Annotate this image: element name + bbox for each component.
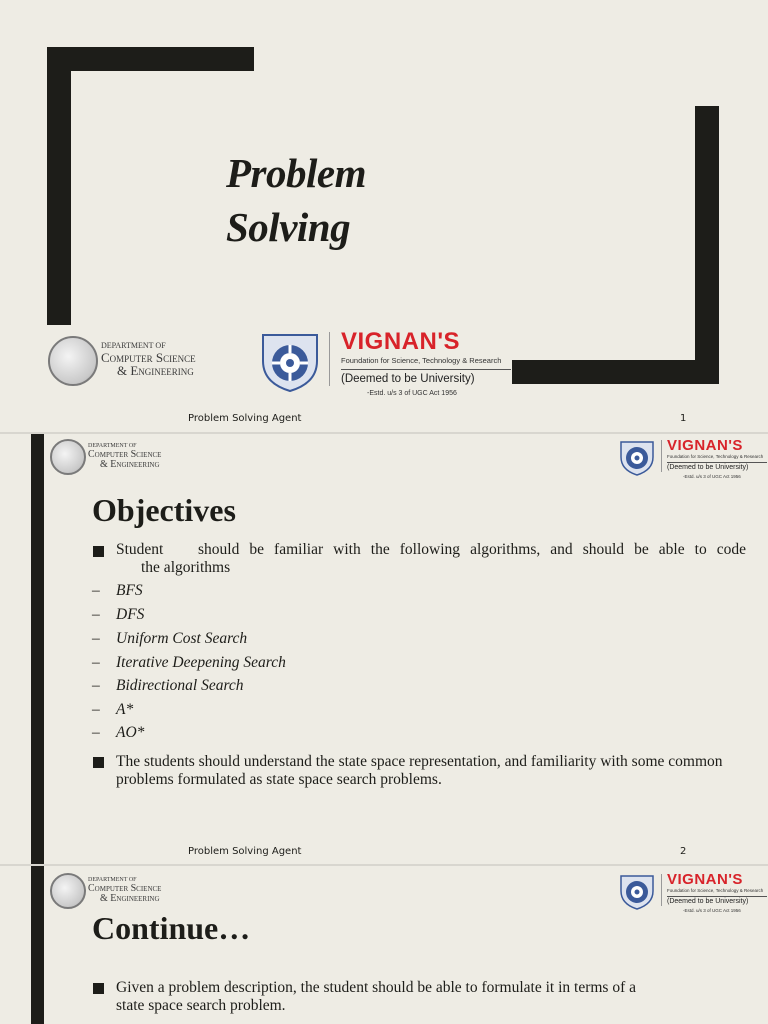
- globe-icon: [48, 336, 98, 386]
- dept-logo-line3: & Engineering: [100, 459, 160, 471]
- bullet-1-line1: Given a problem description, the student should be able to formulate it in terms of a: [116, 979, 636, 996]
- algorithm-item: – DFS: [92, 606, 145, 623]
- slide-1: [0, 0, 768, 432]
- slide-title: [226, 146, 366, 254]
- vignan-deemed: (Deemed to be University): [667, 896, 767, 907]
- slide-3: [0, 866, 768, 1024]
- dept-logo-line1: DEPARTMENT OF: [101, 341, 166, 351]
- title-line-2: Solving: [226, 204, 351, 250]
- left-accent-bar: [31, 866, 44, 1024]
- bullet-1-line2: state space search problem.: [116, 997, 286, 1014]
- dept-logo-line3: & Engineering: [117, 363, 194, 379]
- bullet-1-continuation: the algorithms: [141, 559, 231, 576]
- vignan-emblem-icon: [617, 439, 657, 477]
- title-line-1: Problem: [226, 150, 366, 196]
- algorithm-item: – A*: [92, 701, 134, 718]
- globe-icon: [50, 439, 86, 475]
- bullet-2: [116, 753, 756, 789]
- dept-logo-line1: DEPARTMENT OF: [88, 877, 137, 884]
- vignan-established: -Estd. u/s 3 of UGC Act 1956: [683, 908, 741, 913]
- bullet-2-line2: problems formulated as state space search problems.: [116, 771, 442, 788]
- vignan-subtitle: Foundation for Science, Technology & Research: [667, 888, 764, 893]
- footer-text: Problem Solving Agent: [188, 413, 302, 424]
- frame-top-left-vertical: [47, 47, 71, 325]
- algorithm-item: – Iterative Deepening Search: [92, 654, 286, 671]
- slide-2: [0, 434, 768, 864]
- dept-logo-line1: DEPARTMENT OF: [88, 443, 137, 450]
- bullet-2-line1: The students should understand the state space representation, and familiarity with some common: [116, 753, 723, 770]
- dept-logo-line2: Computer Science: [88, 882, 162, 894]
- vignan-emblem-icon: [257, 331, 323, 393]
- frame-top-left-horizontal: [47, 47, 254, 71]
- left-accent-bar: [31, 434, 44, 864]
- dept-logo-line3: & Engineering: [100, 893, 160, 905]
- dept-logo-line2: Computer Science: [88, 448, 162, 460]
- slide-heading: Continue…: [92, 910, 251, 946]
- frame-bottom-right-horizontal: [512, 360, 719, 384]
- bullet-1: [116, 979, 736, 1015]
- bullet-square-icon: [93, 983, 104, 994]
- vignan-subtitle: Foundation for Science, Technology & Research: [341, 356, 502, 365]
- algorithm-item: – Bidirectional Search: [92, 677, 244, 694]
- vignan-established: -Estd. u/s 3 of UGC Act 1956: [367, 390, 457, 397]
- frame-bottom-right-vertical: [695, 106, 719, 384]
- bullet-square-icon: [93, 546, 104, 557]
- algorithm-item: – AO*: [92, 724, 145, 741]
- bullet-1: [116, 541, 746, 577]
- vignan-deemed: (Deemed to be University): [341, 369, 511, 387]
- dept-logo: [50, 873, 161, 909]
- bullet-1-text: should be familiar with the following algorithms, and should be able to code: [198, 541, 746, 558]
- globe-icon: [50, 873, 86, 909]
- dept-logo: [48, 336, 196, 386]
- vignan-emblem-icon: [617, 873, 657, 911]
- page-number: 2: [680, 846, 687, 857]
- vignan-subtitle: Foundation for Science, Technology & Research: [667, 454, 764, 459]
- bullet-square-icon: [93, 757, 104, 768]
- bullet-1-first-word: Student: [116, 541, 164, 558]
- vignan-deemed: (Deemed to be University): [667, 462, 767, 473]
- page-number: 1: [680, 413, 687, 424]
- algorithm-item: – Uniform Cost Search: [92, 630, 248, 647]
- algorithm-item: – BFS: [92, 582, 143, 599]
- dept-logo: [50, 439, 161, 475]
- vignan-name: VIGNAN'S: [667, 871, 743, 888]
- dept-logo-line2: Computer Science: [101, 349, 196, 365]
- slide-heading: Objectives: [92, 492, 236, 528]
- vignan-established: -Estd. u/s 3 of UGC Act 1956: [683, 474, 741, 479]
- vignan-name: VIGNAN'S: [341, 328, 461, 355]
- footer-text: Problem Solving Agent: [188, 846, 302, 857]
- vignan-name: VIGNAN'S: [667, 437, 743, 454]
